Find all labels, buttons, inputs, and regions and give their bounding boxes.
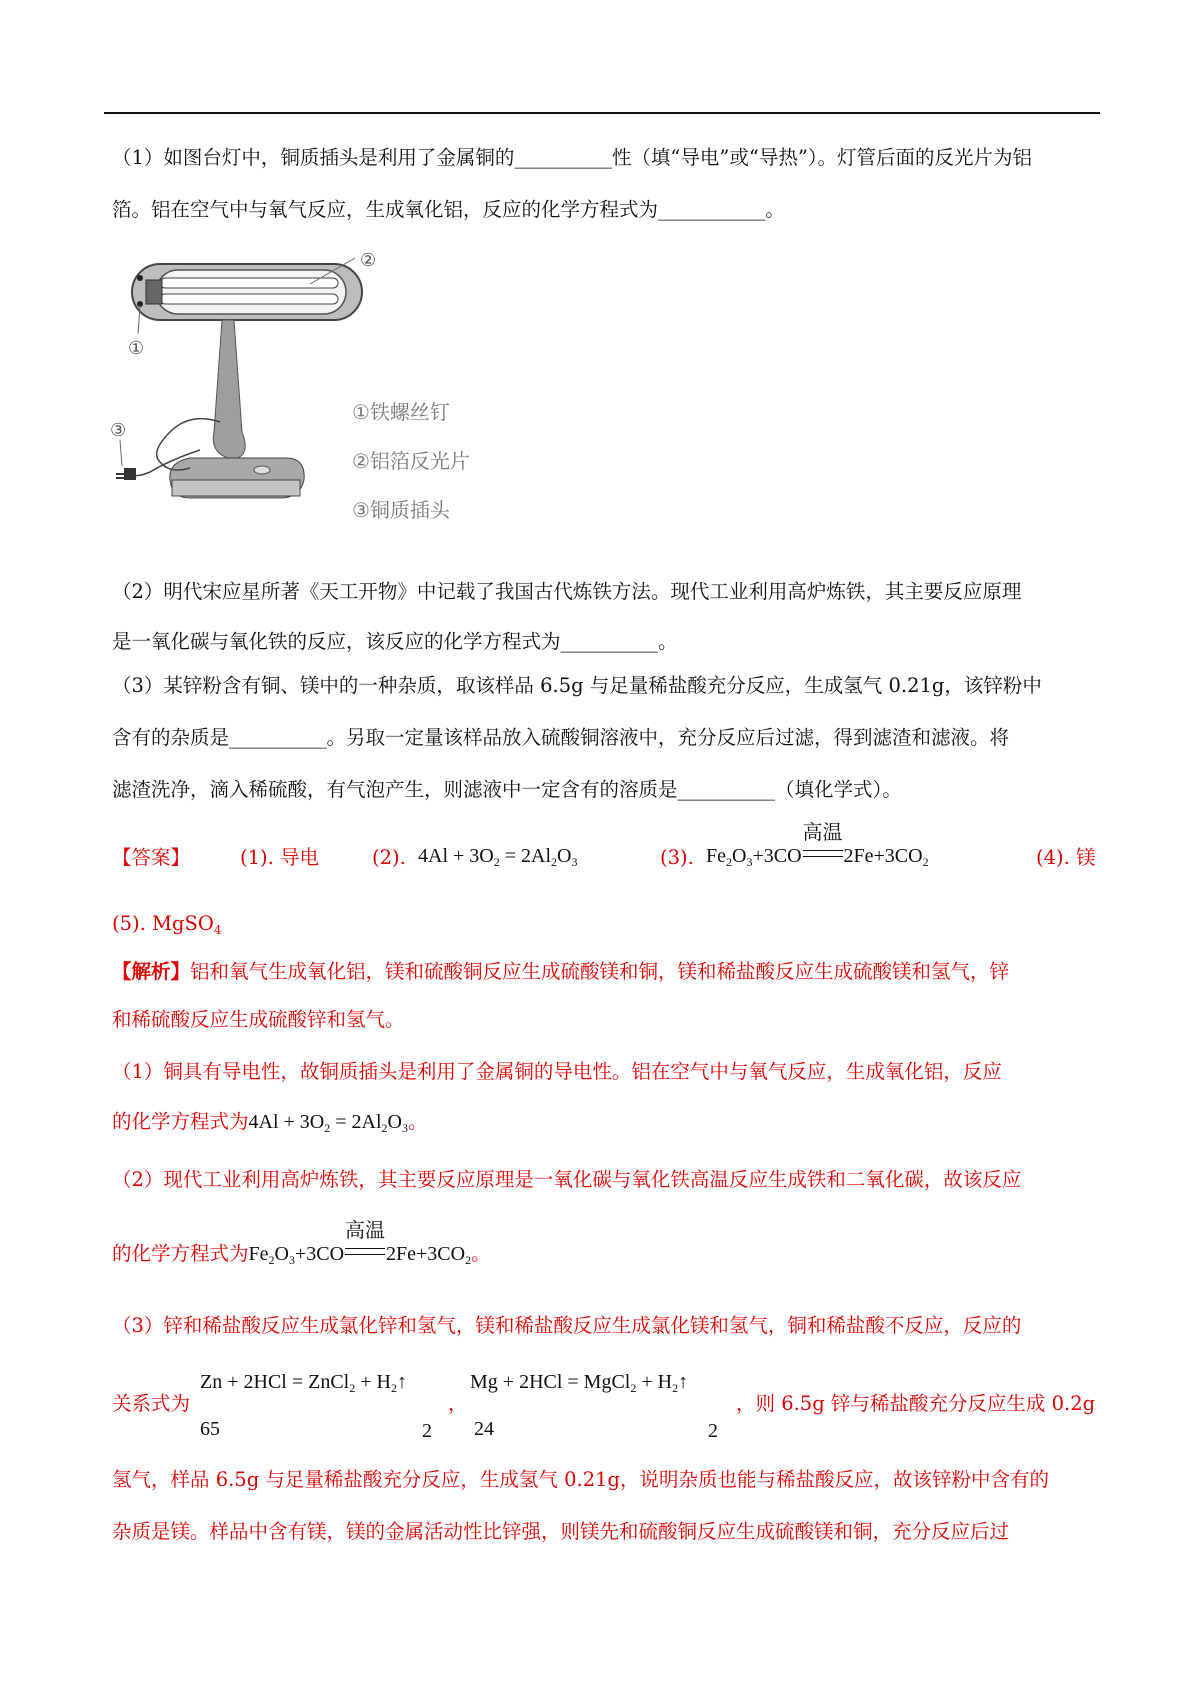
- analysis-p3-line1: （3）锌和稀盐酸反应生成氯化锌和氢气，镁和稀盐酸反应生成氯化镁和氢气，铜和稀盐酸不反应，反应的: [112, 1314, 1022, 1337]
- analysis-p1-line2: 的化学方程式为$4Al + 3O_2 = 2Al_2O_3$。: [112, 1110, 428, 1135]
- q1-line2: 箔。铝在空气中与氧气反应，生成氧化铝，反应的化学方程式为___________。: [112, 198, 785, 221]
- callout-1: ①: [128, 338, 145, 359]
- mg-h2-mass: 2: [708, 1420, 718, 1442]
- figure-legend: [352, 388, 470, 535]
- callout-3: ③: [110, 420, 127, 441]
- q1-line1: （1）如图台灯中，铜质插头是利用了金属铜的__________性（填“导电”或“导热”）。灯管后面的反光片为铝: [112, 146, 1033, 169]
- q3-line2: 含有的杂质是__________。另取一定量该样品放入硫酸铜溶液中，充分反应后过滤，得到滤渣和滤液。将: [112, 726, 1010, 749]
- mg-mass: 24: [474, 1418, 494, 1440]
- answer-5: (5). MgSO$_4$: [112, 912, 222, 937]
- header-rule: [104, 112, 1100, 114]
- analysis-p1-line1: （1）铜具有导电性，故铜质插头是利用了金属铜的导电性。铝在空气中与氧气反应，生成氧化铝，反应: [112, 1060, 1002, 1083]
- zn-hcl-equation: Zn + 2HCl = ZnCl$_2$ + $H_2↑$: [200, 1371, 407, 1395]
- callout-2: ②: [360, 250, 377, 271]
- q3-line1: （3）某锌粉含有铜、镁中的一种杂质，取该样品 6.5g 与足量稀盐酸充分反应，生成氢气 0.21g，该锌粉中: [112, 674, 1042, 697]
- mg-hcl-equation: Mg + 2HCl = MgCl$_2$ + $H_2↑$: [470, 1371, 689, 1395]
- analysis-p3-label: 关系式为: [112, 1392, 191, 1415]
- analysis-p3-after: ，则 6.5g 锌与稀盐酸充分反应生成 0.2g: [736, 1392, 1096, 1415]
- analysis-p2-line2: 的化学方程式为$Fe_2O_3+3CO$ 高温 $2Fe+3CO_2$。: [112, 1218, 491, 1267]
- legend-cu-plug: ③铜质插头: [352, 498, 450, 522]
- zn-mass: 65: [200, 1418, 220, 1440]
- answer-2-equation: $4Al + 3O_2 = 2Al_2O_3$: [418, 845, 578, 869]
- answer-2-num: (2).: [372, 846, 406, 869]
- q3-line3: 滤渣洗净，滴入稀硫酸，有气泡产生，则滤液中一定含有的溶质是__________（填化学式）。: [112, 778, 902, 801]
- q2-line1: （2）明代宋应星所著《天工开物》中记载了我国古代炼铁方法。现代工业利用高炉炼铁，其主要反应原理: [112, 580, 1022, 603]
- analysis-line1: 【解析】铝和氧气生成氧化铝，镁和硫酸铜反应生成硫酸镁和铜，镁和稀盐酸反应生成硫酸镁和氢气，锌: [112, 960, 1010, 983]
- analysis-line2: 和稀硫酸反应生成硫酸锌和氢气。: [112, 1008, 405, 1031]
- answer-3-num: (3).: [660, 846, 694, 869]
- condition-high-temp: 高温: [802, 846, 844, 866]
- answer-label: 【答案】: [112, 846, 191, 869]
- answer-4: (4). 镁: [1036, 846, 1096, 869]
- zn-h2-mass: 2: [422, 1420, 432, 1442]
- analysis-p2-line1: （2）现代工业利用高炉炼铁，其主要反应原理是一氧化碳与氧化铁高温反应生成铁和二氧化碳，故该反应: [112, 1168, 1022, 1191]
- answer-1: (1). 导电: [240, 846, 320, 869]
- analysis-p3-line4: 杂质是镁。样品中含有镁，镁的金属活动性比锌强，则镁先和硫酸铜反应生成硫酸镁和铜，充分反应后过: [112, 1520, 1010, 1543]
- q2-line2: 是一氧化碳与氧化铁的反应，该反应的化学方程式为__________。: [112, 630, 678, 653]
- legend-iron-screw: ①铁螺丝钉: [352, 400, 450, 424]
- answer-3-equation: $Fe_2O_3+3CO$ 高温 $2Fe+3CO_2$: [706, 820, 929, 869]
- analysis-p3-line3: 氢气，样品 6.5g 与足量稀盐酸充分反应，生成氢气 0.21g，说明杂质也能与稀盐酸反应，故该锌粉中含有的: [112, 1468, 1049, 1491]
- legend-al-foil: ②铝箔反光片: [352, 449, 470, 473]
